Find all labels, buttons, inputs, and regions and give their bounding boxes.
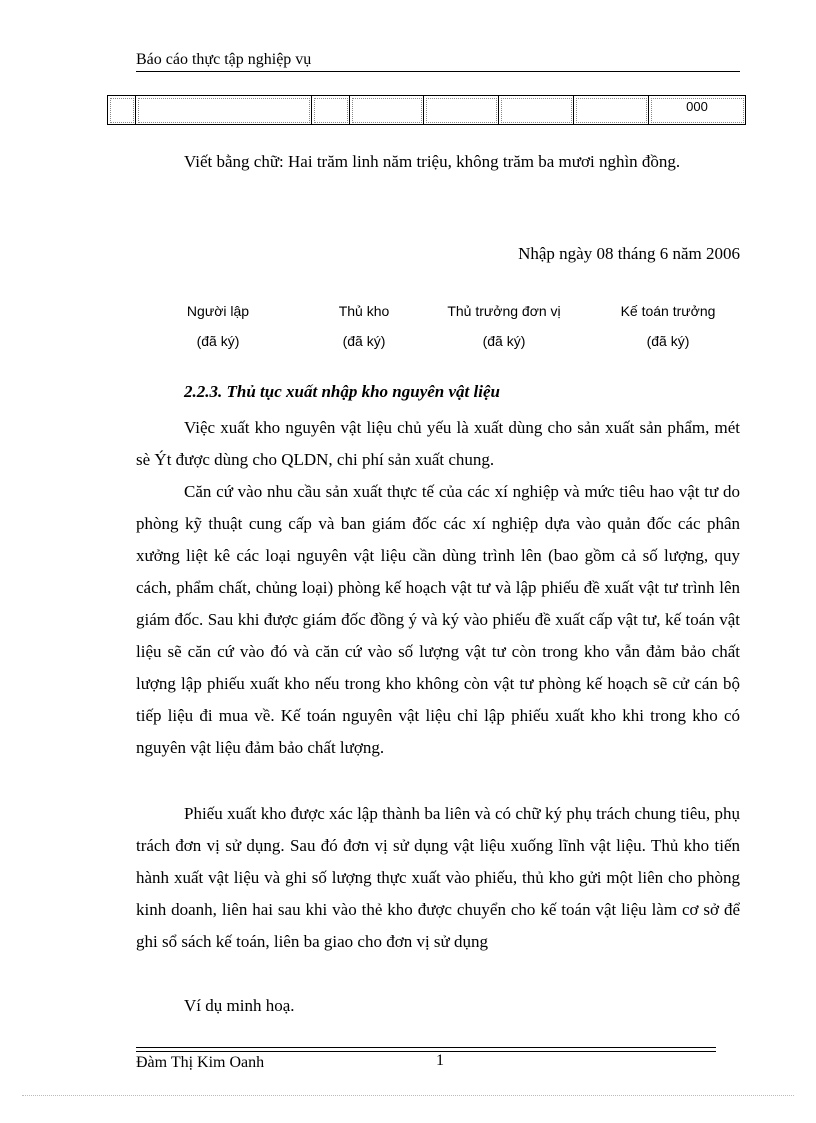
table-cell xyxy=(424,96,499,125)
signature-role: Thủ trưởng đơn vị xyxy=(447,303,561,319)
page-boundary xyxy=(22,1095,794,1096)
footer-rule xyxy=(136,1051,716,1052)
table-cell xyxy=(574,96,649,125)
signature-block-storekeeper xyxy=(294,296,434,356)
table-cell xyxy=(350,96,424,125)
footer-author: Đàm Thị Kim Oanh xyxy=(136,1054,265,1071)
table-cell xyxy=(108,96,136,125)
continued-table xyxy=(107,95,746,125)
signature-block-preparer xyxy=(148,296,288,356)
page-header: Báo cáo thực tập nghiệp vụ xyxy=(136,51,312,68)
paragraph: Phiếu xuất kho được xác lập thành ba liên và có chữ ký phụ trách chung tiêu, phụ trách đơn vị sử dụng. Sau đó đơn vị sử dụng vật liệu xuống lĩnh vật liệu. Thủ kho tiến hành xuất vật liệu và ghi số lượng thực xuất vào phiếu, thủ kho gửi một liên cho phòng kinh doanh, liên hai sau khi vào thẻ kho được chuyển cho kế toán vật liệu làm cơ sở để ghi sổ sách kế toán, liên ba giao cho đơn vị sử dụng xyxy=(136,804,740,951)
signature-status: (đã ký) xyxy=(342,333,386,349)
paragraph: Ví dụ minh hoạ. xyxy=(184,996,295,1015)
page-number: 1 xyxy=(436,1052,444,1069)
signature-block-chief-accountant xyxy=(598,296,738,356)
signature-role: Thủ kho xyxy=(338,303,390,319)
header-rule xyxy=(136,71,740,72)
table-cell xyxy=(499,96,574,125)
paragraph: Căn cứ vào nhu cầu sản xuất thực tế của các xí nghiệp và mức tiêu hao vật tư do phòng kỹ thuật cung cấp và ban giám đốc các xí nghiệp dựa vào quản đốc các phân xưởng liệt kê các loại nguyên vật liệu cần dùng trình lên (bao gồm cả số lượng, quy cách, phẩm chất, chủng loại) phòng kế hoạch vật tư và lập phiếu đề xuất vật tư trình lên giám đốc. Sau khi được giám đốc đồng ý và ký vào phiếu đề xuất cấp vật tư, kế toán vật liệu sẽ căn cứ vào đó và căn cứ vào số lượng vật tư còn trong kho vẫn đảm bảo chất lượng lập phiếu xuất kho nếu trong kho không còn vật tư phòng kế hoạch sẽ cử cán bộ tiếp liệu đi mua về. Kế toán nguyên vật liệu chỉ lập phiếu xuất kho khi trong kho có nguyên vật liệu đảm bảo chất lượng. xyxy=(136,482,740,757)
table-cell-total: 000 xyxy=(649,96,746,125)
signature-role: Người lập xyxy=(186,303,250,319)
paragraph: Việc xuất kho nguyên vật liệu chủ yếu là xuất dùng cho sản xuất sản phẩm, mét sè Ýt được dùng cho QLDN, chi phí sản xuất chung. xyxy=(136,418,740,469)
section-heading: 2.2.3. Thủ tục xuất nhập kho nguyên vật liệu xyxy=(184,382,500,401)
amount-in-words: Viết bằng chữ: Hai trăm linh năm triệu, không trăm ba mươi nghìn đồng. xyxy=(184,152,681,171)
signature-status: (đã ký) xyxy=(482,333,526,349)
table-cell xyxy=(312,96,350,125)
signature-status: (đã ký) xyxy=(646,333,690,349)
footer-rule xyxy=(136,1047,716,1048)
signature-block-unit-head xyxy=(434,296,574,356)
signature-role: Kế toán trưởng xyxy=(620,303,716,319)
table-cell xyxy=(136,96,312,125)
table-row xyxy=(108,96,746,125)
signature-status: (đã ký) xyxy=(196,333,240,349)
date-line: Nhập ngày 08 tháng 6 năm 2006 xyxy=(518,244,740,263)
